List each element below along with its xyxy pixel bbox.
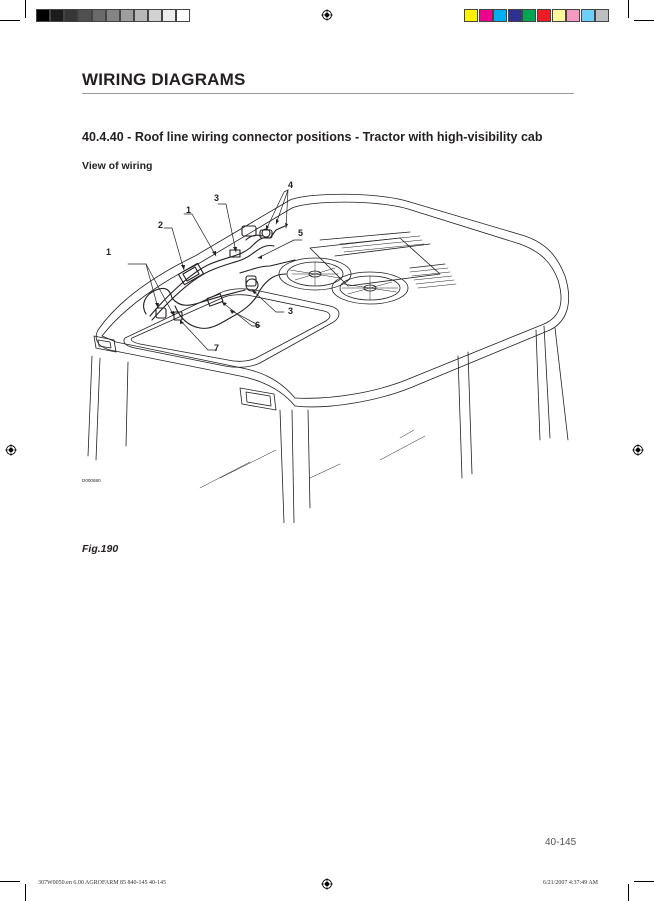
title-divider: [82, 93, 574, 94]
grey-swatch: [134, 9, 148, 22]
callout-label: 6: [255, 320, 261, 330]
grey-swatch: [50, 9, 64, 22]
grey-swatch: [162, 9, 176, 22]
grey-swatch: [148, 9, 162, 22]
view-label: View of wiring: [82, 160, 153, 172]
grey-swatch: [176, 9, 190, 22]
crop-mark: [25, 884, 26, 901]
crop-mark: [628, 884, 629, 901]
crop-mark: [634, 20, 654, 21]
footer-file-info: 307W0050.en 6.00 AGROFARM 85 840-145 40-145: [38, 880, 167, 886]
section-title: WIRING DIAGRAMS: [82, 70, 246, 89]
cab-pillar: [88, 356, 92, 456]
color-swatch: [552, 9, 566, 22]
callout-label: 4: [288, 180, 294, 190]
registration-mark-bottom: [321, 878, 333, 890]
grey-swatch: [92, 9, 106, 22]
grey-swatch: [106, 9, 120, 22]
footer-date-info: 6/21/2007 4:37:49 AM: [543, 880, 599, 886]
roof-outline: [98, 194, 565, 330]
color-swatch: [537, 9, 551, 22]
callout-label: 3: [288, 306, 294, 316]
registration-mark-left: [5, 444, 17, 456]
roof-fan-right: [332, 272, 408, 304]
crop-mark: [628, 0, 629, 18]
roof-wiring-drawing: [80, 178, 580, 523]
roof-fan-left: [279, 258, 351, 290]
color-swatch: [493, 9, 507, 22]
callout-label: 1: [186, 205, 192, 215]
registration-mark-right: [632, 444, 644, 456]
figure-caption: Fig.190: [82, 543, 119, 555]
callout-label: 2: [158, 220, 164, 230]
drawing-reference: D000680: [82, 478, 101, 483]
grey-swatch: [120, 9, 134, 22]
color-swatch: [522, 9, 536, 22]
crop-mark: [25, 0, 26, 18]
callout-label: 7: [214, 343, 220, 353]
work-light-left: [94, 336, 116, 352]
color-swatch: [566, 9, 580, 22]
callout-label: 3: [214, 193, 220, 203]
grey-swatch: [78, 9, 92, 22]
subsection-title: 40.4.40 - Roof line wiring connector positions - Tractor with high-visibility cab: [82, 130, 543, 144]
color-swatch: [508, 9, 522, 22]
callout-label: 1: [106, 247, 112, 257]
page-number: 40-145: [545, 837, 577, 848]
color-swatch: [595, 9, 609, 22]
grey-swatch: [36, 9, 50, 22]
crop-mark: [0, 881, 20, 882]
grey-swatch: [64, 9, 78, 22]
color-swatch: [479, 9, 493, 22]
color-swatch: [581, 9, 595, 22]
crop-mark: [634, 881, 654, 882]
color-swatch: [464, 9, 478, 22]
callout-label: 5: [298, 228, 304, 238]
registration-mark-top: [321, 9, 333, 21]
crop-mark: [0, 20, 20, 21]
